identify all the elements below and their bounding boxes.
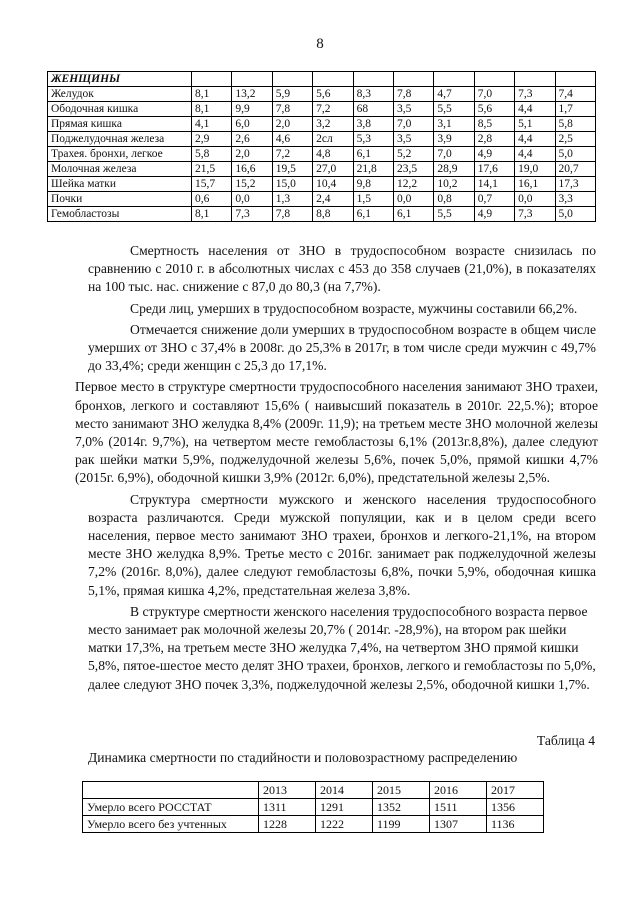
value-cell: 10,2	[434, 177, 474, 192]
table-row	[48, 192, 596, 207]
value-cell: 2,9	[192, 132, 232, 147]
value-cell: 0,0	[232, 192, 272, 207]
value-cell: 8,3	[353, 87, 393, 102]
value-cell: 3,3	[555, 192, 595, 207]
header-cell	[272, 72, 312, 87]
header-cell	[192, 72, 232, 87]
value-cell: 2,5	[555, 132, 595, 147]
paragraph: Среди лиц, умерших в трудоспособном возрасте, мужчины составили 66,2%.	[130, 300, 578, 316]
header-cell	[232, 72, 272, 87]
header-cell	[515, 72, 555, 87]
value-cell: 0,0	[393, 192, 433, 207]
value-cell: 4,4	[515, 132, 555, 147]
value-cell: 3,5	[393, 132, 433, 147]
value-cell: 9,8	[353, 177, 393, 192]
value-cell: 4,4	[515, 102, 555, 117]
value-cell: 5,0	[555, 147, 595, 162]
header-cell	[555, 72, 595, 87]
table-row	[48, 87, 596, 102]
value-cell: 6,0	[232, 117, 272, 132]
value-cell: 0,6	[192, 192, 232, 207]
value-cell: 5,5	[434, 207, 474, 222]
paragraph: В структуре смертности женского населения трудоспособного возраста первое место занимает рак молочной железы 20,7% ( 2014г. -28,9%), на втором рак шейки матки 17,3%, на третьем месте ЗНО желудка 7,4%, на четвертом ЗНО прямой кишки 5,8%, пятое-шестое место делят ЗНО трахеи, бронхов, легкого и гемобластозы по 5,0%, далее следуют ЗНО почек 3,3%, поджелудочной железы 2,5%, ободочной кишки 1,7%.	[88, 603, 596, 692]
women-mortality-table	[47, 71, 596, 222]
value-cell: 5,2	[393, 147, 433, 162]
value-cell: 7,8	[393, 87, 433, 102]
value-cell: 12,2	[393, 177, 433, 192]
table-row	[48, 102, 596, 117]
page-number: 8	[316, 36, 324, 52]
value-cell: 2,8	[474, 132, 514, 147]
row-label: Ободочная кишка	[48, 102, 192, 117]
row-label: Умерло всего РОССТАТ	[83, 799, 259, 816]
value-cell: 1,5	[353, 192, 393, 207]
value-cell: 1352	[373, 799, 430, 816]
row-label: Молочная железа	[48, 162, 192, 177]
value-cell: 21,5	[192, 162, 232, 177]
row-label: Трахея. бронхи, легкое	[48, 147, 192, 162]
value-cell: 1199	[373, 816, 430, 833]
value-cell: 4,9	[474, 207, 514, 222]
paragraph: Смертность населения от ЗНО в трудоспособном возрасте снизилась по сравнению с 2010 г. в абсолютных числах с 453 до 358 случаев (21,0%), в показателях на 100 тыс. нас. снижение с 87,0 до 80,3 (на 7,7%).	[88, 243, 596, 295]
value-cell: 14,1	[474, 177, 514, 192]
value-cell: 7,3	[232, 207, 272, 222]
value-cell: 15,0	[272, 177, 312, 192]
value-cell: 7,3	[515, 207, 555, 222]
value-cell: 27,0	[313, 162, 353, 177]
value-cell: 5,5	[434, 102, 474, 117]
row-label: Почки	[48, 192, 192, 207]
row-label: Поджелудочная железа	[48, 132, 192, 147]
row-label: Гемобластозы	[48, 207, 192, 222]
value-cell: 5,3	[353, 132, 393, 147]
value-cell: 1228	[259, 816, 316, 833]
value-cell: 4,6	[272, 132, 312, 147]
value-cell: 3,5	[393, 102, 433, 117]
value-cell: 1,3	[272, 192, 312, 207]
value-cell: 8,1	[192, 207, 232, 222]
header-cell	[474, 72, 514, 87]
value-cell: 4,8	[313, 147, 353, 162]
value-cell: 7,4	[555, 87, 595, 102]
row-label: Желудок	[48, 87, 192, 102]
table-row	[48, 207, 596, 222]
value-cell: 6,1	[353, 207, 393, 222]
value-cell: 68	[353, 102, 393, 117]
value-cell: 1136	[487, 816, 544, 833]
value-cell: 17,3	[555, 177, 595, 192]
value-cell: 3,1	[434, 117, 474, 132]
value-cell: 21,8	[353, 162, 393, 177]
value-cell: 8,8	[313, 207, 353, 222]
value-cell: 1311	[259, 799, 316, 816]
header-cell	[313, 72, 353, 87]
value-cell: 8,5	[474, 117, 514, 132]
value-cell: 7,0	[393, 117, 433, 132]
value-cell: 28,9	[434, 162, 474, 177]
table-row	[83, 799, 544, 816]
row-label: Шейка матки	[48, 177, 192, 192]
value-cell: 4,4	[515, 147, 555, 162]
value-cell: 5,9	[272, 87, 312, 102]
value-cell: 5,8	[555, 117, 595, 132]
value-cell: 4,1	[192, 117, 232, 132]
table-label: Таблица 4	[536, 733, 595, 748]
value-cell: 2,6	[232, 132, 272, 147]
value-cell: 6,1	[353, 147, 393, 162]
value-cell: 5,0	[555, 207, 595, 222]
table-header-row	[48, 72, 596, 87]
value-cell: 0,8	[434, 192, 474, 207]
row-label: Прямая кишка	[48, 117, 192, 132]
table-caption: Динамика смертности по стадийности и половозрастному распределению	[88, 750, 518, 765]
value-cell: 10,4	[313, 177, 353, 192]
table-row	[48, 132, 596, 147]
value-cell: 1307	[430, 816, 487, 833]
value-cell: 1291	[316, 799, 373, 816]
value-cell: 0,0	[515, 192, 555, 207]
value-cell: 5,8	[192, 147, 232, 162]
value-cell: 8,1	[192, 102, 232, 117]
value-cell: 4,7	[434, 87, 474, 102]
table-header-row	[83, 782, 544, 799]
year-header: 2015	[373, 782, 430, 799]
value-cell: 16,1	[515, 177, 555, 192]
table-row	[83, 816, 544, 833]
value-cell: 20,7	[555, 162, 595, 177]
value-cell: 1222	[316, 816, 373, 833]
value-cell: 1356	[487, 799, 544, 816]
value-cell: 5,6	[313, 87, 353, 102]
row-label: Умерло всего без учтенных	[83, 816, 259, 833]
year-header: 2014	[316, 782, 373, 799]
value-cell: 7,2	[272, 147, 312, 162]
value-cell: 1,7	[555, 102, 595, 117]
value-cell: 19,0	[515, 162, 555, 177]
paragraph: Отмечается снижение доли умерших в трудоспособном возрасте в общем числе умерших от ЗНО с 37,4% в 2008г. до 25,3% в 2017г, в том числе среди мужчин с 49,7% до 33,4%; среди женщин с 25,3 до 17,1%.	[88, 321, 596, 374]
header-cell	[393, 72, 433, 87]
year-header: 2016	[430, 782, 487, 799]
value-cell: 17,6	[474, 162, 514, 177]
value-cell: 2,0	[232, 147, 272, 162]
value-cell: 4,9	[474, 147, 514, 162]
value-cell: 7,2	[313, 102, 353, 117]
value-cell: 7,8	[272, 207, 312, 222]
value-cell: 15,7	[192, 177, 232, 192]
header-cell	[83, 782, 259, 799]
paragraph: Структура смертности мужского и женского населения трудоспособного возраста различаются. Среди мужской популяции, как и в целом среди всего населения, первое место занимают ЗНО трахеи, бронхов и легкого-21,1%, на втором месте ЗНО желудка 8,9%. Третье место с 2016г. занимает рак поджелудочной железы 7,2% (2016г. 8,0%), далее следуют гемобластозы 6,8%, почки 5,9%, ободочная кишка 5,1%, прямая кишка 4,2%, предстательная железа 3,8%.	[88, 491, 596, 598]
year-header: 2013	[259, 782, 316, 799]
table-row	[48, 117, 596, 132]
year-header: 2017	[487, 782, 544, 799]
value-cell: 1511	[430, 799, 487, 816]
value-cell: 7,0	[474, 87, 514, 102]
value-cell: 16,6	[232, 162, 272, 177]
header-cell	[434, 72, 474, 87]
value-cell: 2сл	[313, 132, 353, 147]
value-cell: 2,0	[272, 117, 312, 132]
table-row	[48, 177, 596, 192]
value-cell: 19,5	[272, 162, 312, 177]
value-cell: 9,9	[232, 102, 272, 117]
body-text	[75, 242, 598, 697]
value-cell: 5,1	[515, 117, 555, 132]
value-cell: 5,6	[474, 102, 514, 117]
paragraph: Первое место в структуре смертности трудоспособного населения занимают ЗНО трахеи, бронхов, легкого и составляют 15,6% ( наивысший показатель в 2010г. 22,5.%); второе место занимают ЗНО желудка 8,4% (2009г. 11,9); на третьем месте ЗНО молочной железы 7,0% (2014г. 9,7%), на четвертом месте гемобластозы 6,1% (2013г.8,8%), далее следуют рак шейки матки 5,9%, поджелудочной железы 5,6%, почек 5,0%, прямой кишки 4,7% (2015г. 6,9%), ободочной кишки 3,9% (2012г. 6,0%), предстательной железы 2,5%.	[75, 379, 598, 486]
table-title: ЖЕНЩИНЫ	[48, 72, 192, 87]
table-row	[48, 147, 596, 162]
value-cell: 7,0	[434, 147, 474, 162]
mortality-dynamics-table	[82, 781, 544, 833]
table-row	[48, 162, 596, 177]
value-cell: 6,1	[393, 207, 433, 222]
value-cell: 13,2	[232, 87, 272, 102]
value-cell: 3,8	[353, 117, 393, 132]
value-cell: 15,2	[232, 177, 272, 192]
value-cell: 8,1	[192, 87, 232, 102]
value-cell: 3,2	[313, 117, 353, 132]
value-cell: 3,9	[434, 132, 474, 147]
value-cell: 7,3	[515, 87, 555, 102]
value-cell: 7,8	[272, 102, 312, 117]
value-cell: 0,7	[474, 192, 514, 207]
value-cell: 2,4	[313, 192, 353, 207]
value-cell: 23,5	[393, 162, 433, 177]
header-cell	[353, 72, 393, 87]
